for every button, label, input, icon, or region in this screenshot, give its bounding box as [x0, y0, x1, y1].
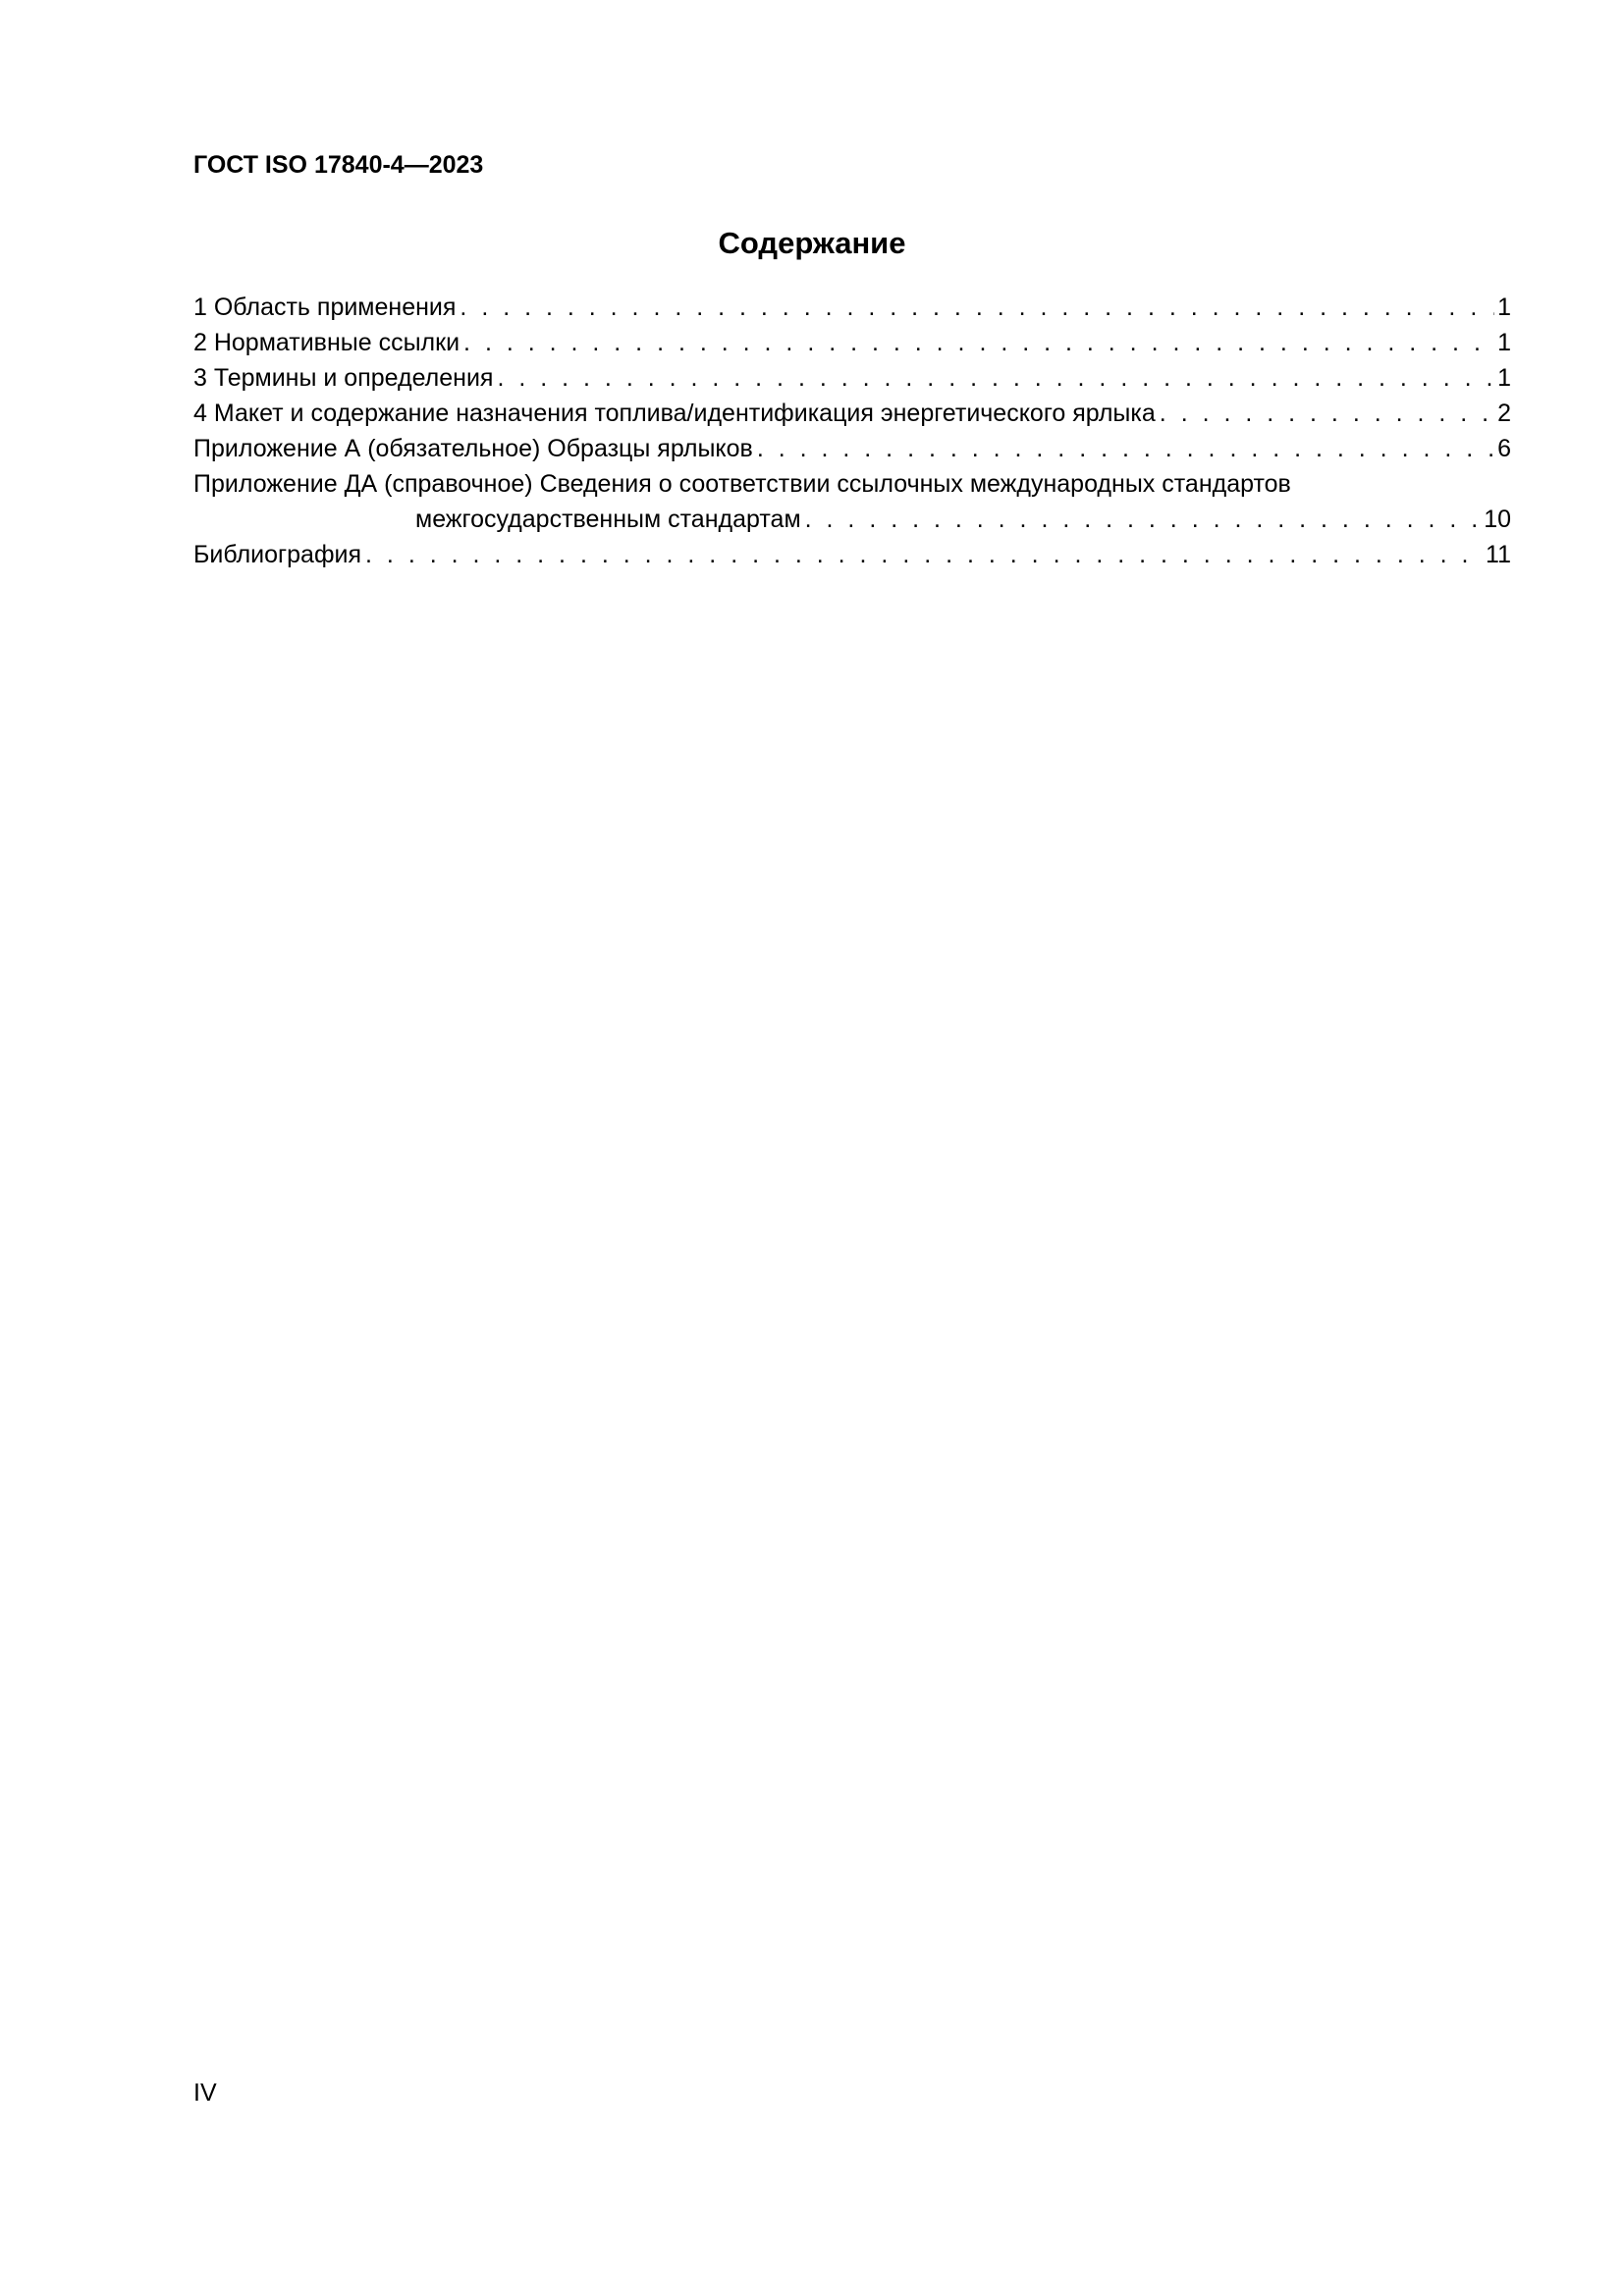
dot-leader — [805, 502, 1482, 537]
dot-leader — [365, 537, 1483, 572]
toc-entry-label: 1 Область применения — [193, 294, 457, 321]
page-number: IV — [193, 2079, 217, 2107]
toc-entry-label: 3 Термины и определения — [193, 364, 494, 392]
toc-entry-label: 2 Нормативные ссылки — [193, 329, 460, 356]
document-code: ГОСТ ISO 17840-4—2023 — [193, 151, 484, 179]
toc-entry-page: 10 — [1484, 506, 1511, 533]
toc-entry-label: Библиография — [193, 541, 362, 568]
dot-leader — [497, 360, 1494, 396]
toc-entry-bibliography[interactable] — [193, 537, 1511, 572]
toc-entry-annex-a[interactable] — [193, 431, 1511, 466]
dot-leader — [460, 290, 1494, 325]
toc-entry-label-line2: межгосударственным стандартам — [415, 506, 801, 533]
toc-title: Содержание — [718, 226, 906, 260]
toc-entry-label: 4 Макет и содержание назначения топлива/идентификация энергетического ярлыка — [193, 400, 1156, 427]
toc-entry-page: 1 — [1497, 329, 1511, 356]
toc-entry-page: 1 — [1497, 364, 1511, 392]
table-of-contents — [193, 290, 1511, 572]
dot-leader — [1160, 396, 1494, 431]
dot-leader — [757, 431, 1494, 466]
toc-entry-terms-definitions[interactable] — [193, 360, 1511, 396]
toc-entry-page: 11 — [1486, 541, 1511, 568]
toc-entry-page: 1 — [1497, 294, 1511, 321]
toc-entry-scope[interactable] — [193, 290, 1511, 325]
dot-leader — [463, 325, 1494, 360]
toc-entry-layout-content[interactable] — [193, 396, 1511, 431]
toc-entry-normative-references[interactable] — [193, 325, 1511, 360]
toc-entry-page: 2 — [1497, 400, 1511, 427]
toc-entry-annex-da[interactable] — [193, 466, 1511, 537]
toc-entry-label: Приложение А (обязательное) Образцы ярлыков — [193, 435, 753, 462]
toc-entry-page: 6 — [1497, 435, 1511, 462]
toc-entry-label-line1: Приложение ДА (справочное) Сведения о соответствии ссылочных международных стандартов — [193, 470, 1291, 498]
